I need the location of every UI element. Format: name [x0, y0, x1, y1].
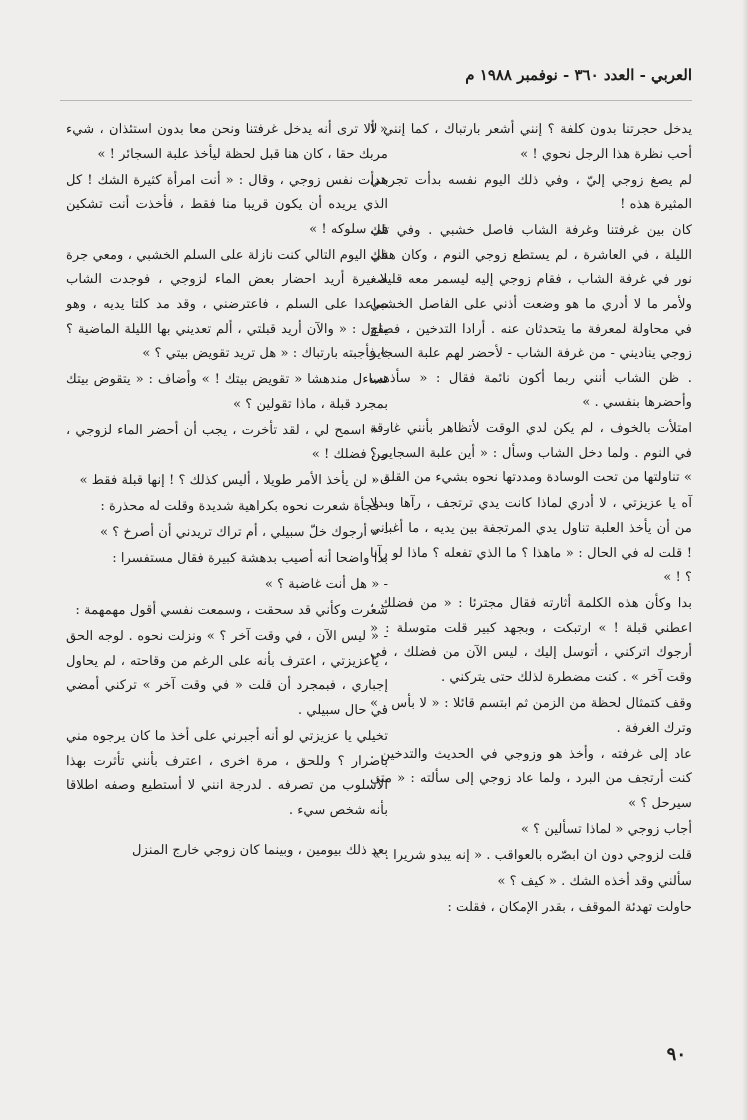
right-text-column: [370, 118, 692, 922]
paragraph: سألني وقد أخذه الشك . « كيف ؟ »: [497, 873, 692, 889]
paragraph: - « هل أنت غاضبة ؟ »: [264, 577, 388, 593]
paragraph: - « أرجوك خلّ سبيلي ، أم تراك تريدني أن أصرخ ؟ »: [99, 525, 388, 541]
paragraph: - « اسمح لي ، لقد تأخرت ، يجب أن أحضر الماء لزوجي ، من فضلك ! »: [66, 422, 388, 463]
paragraph: وقف كتمثال لحظة من الزمن ثم ابتسم قائلا : « لا بأس . » وترك الغرفة .: [370, 696, 692, 736]
paragraph: بدا وكأن هذه الكلمة أثارته فقال مجترئا : « من فضلك ، اعطني قبلة ! » ارتبكت ، وبجهد كبير قلت متوسلة : « أرجوك اتركني ، أتوسل إليك ، ليس الآن من فضلك ، في وقت آخر » . كنت مضطرة لذلك حتى يتركني .: [370, 596, 692, 686]
paragraph: قلت لزوجي دون ان ابصّره بالعواقب . « إنه يبدو شريرا . »: [372, 847, 692, 863]
paragraph: هدأت نفس زوجي ، وقال : « أنت امرأة كثيرة الشك ! كل الذي يريده أن يكون قريبا منا فقط ، فأخذت أنت تشكين في سلوكه ! »: [66, 172, 388, 237]
paragraph: عاد إلى غرفته ، وأخذ هو وزوجي في الحديث والتدخين . كنت أرتجف من البرد ، ولما عاد زوجي إلى سألته : « متى سيرحل ؟ »: [370, 746, 692, 811]
paragraph: بدا واضحا أنه أصيب بدهشة كبيرة فقال مستفسرا :: [112, 551, 388, 567]
paragraph: كان بين غرفتنا وغرفة الشاب فاصل خشبي . وفي تلك الليلة ، في العاشرة ، لم يستطع زوجي النوم ، وكان هناك نور في غرفة الشاب ، فقام زوجي إليه ليسمر معه قليلا ، ولأمر ما لا أدري ما هو وضعت أذني على الفاصل الخشبي في محاولة لمعرفة ما يتحدثان عنه . أرادا التدخين ، فصاح زوجي يناديني - من غرفة الشاب - لأحضر لهم علبة السجاير . ظن الشاب أنني ربما أكون نائمة فقال : « سأذهب وأحضرها بنفسي . »: [370, 223, 692, 411]
left-text-column: [66, 118, 388, 865]
paragraph: حاولت تهدئة الموقف ، بقدر الإمكان ، فقلت :: [447, 899, 692, 915]
paragraph: في اليوم التالي كنت نازلة على السلم الخشبي ، ومعي جرة صغيرة أريد احضار بعض الماء لزوجي ، فوجدت الشاب صاعدا على السلم ، فاعترضني ، وقد مد كلتا يديه ، وهو يقول : « والآن أريد قبلتي ، ألم تعديني بها الليلة الماضية ؟ » فأجبته بارتباك : « هل تريد تقويض بيتي ؟ »: [66, 247, 388, 362]
paragraph: امتلأت بالخوف ، لم يكن لدي الوقت لأتظاهر بأنني غارقة في النوم . ولما دخل الشاب وسأل : « أين علبة السجاير ؟ » تناولتها من تحت الوسادة ومددتها نحوه بشيء من القلق .: [370, 421, 692, 486]
page-number: ٩٠: [666, 1044, 686, 1065]
paragraph: يدخل حجرتنا بدون كلفة ؟ إنني أشعر بارتباك ، كما إنني لا أحب نظرة هذا الرجل نحوي ! »: [370, 122, 692, 162]
paragraph: - فجأة شعرت نحوه بكراهية شديدة وقلت له محذرة :: [100, 499, 388, 515]
paragraph: - « ليس الآن ، في وقت آخر ؟ » ونزلت نحوه . لوجه الحق ، ياعزيزتي ، اعترف بأنه على الرغم من وقاحته ، لم يحاول إجباري ، فبمجرد أن قلت « في وقت آخر » تركني أمضي في حال سبيلي .: [66, 629, 388, 718]
paragraph: لم يصغ زوجي إليّ ، وفي ذلك اليوم نفسه بدأت تجربتي المثيرة هذه !: [370, 172, 692, 213]
scan-edge-shadow: [742, 0, 748, 1120]
paragraph: تساءل مندهشا « تقويض بيتك ! » وأضاف : « يتقوض بيتك بمجرد قبلة ، ماذا تقولين ؟ »: [66, 372, 388, 412]
paragraph: شعرت وكأني قد سحقت ، وسمعت نفسي أقول مهمهمة :: [75, 603, 388, 619]
paragraph: أجاب زوجي « لماذا تسألين ؟ »: [520, 821, 692, 837]
paragraph: بعد ذلك بيومين ، وبينما كان زوجي خارج المنزل: [132, 843, 388, 859]
paragraph: - « لن يأخذ الأمر طويلا ، أليس كذلك ؟ ! إنها قبلة فقط »: [79, 473, 388, 489]
header-divider: [60, 100, 692, 101]
paragraph: تخيلي يا عزيزتي لو أنه أجبرني على أخذ ما كان يرجوه مني باصرار ؟ وللحق ، مرة اخرى ، اعترف بأنني تأثرت بهذا الأسلوب من تصرفه . لدرجة انني لا أستطيع وصفه اطلاقا بأنه شخص سيء .: [66, 728, 388, 818]
paragraph: آه يا عزيزتي ، لا أدري لماذا كانت يدي ترتجف ، رآها وبدلا من أن يأخذ العلبة تناول يدي المرتجفة بين يديه ، ما أغباني ! قلت له في الحال : « ماهذا ؟ ما الذي تفعله ؟ ماذا لو رآنا ؟ ! »: [370, 496, 692, 586]
paragraph: « ألا ترى أنه يدخل غرفتنا ونحن معا بدون استئذان ، شيء مربك حقا ، كان هنا قبل لحظة ليأخذ علبة السجائر ! »: [66, 122, 388, 162]
running-header: العربي - العدد ٣٦٠ - نوفمبر ١٩٨٨ م: [465, 66, 692, 84]
